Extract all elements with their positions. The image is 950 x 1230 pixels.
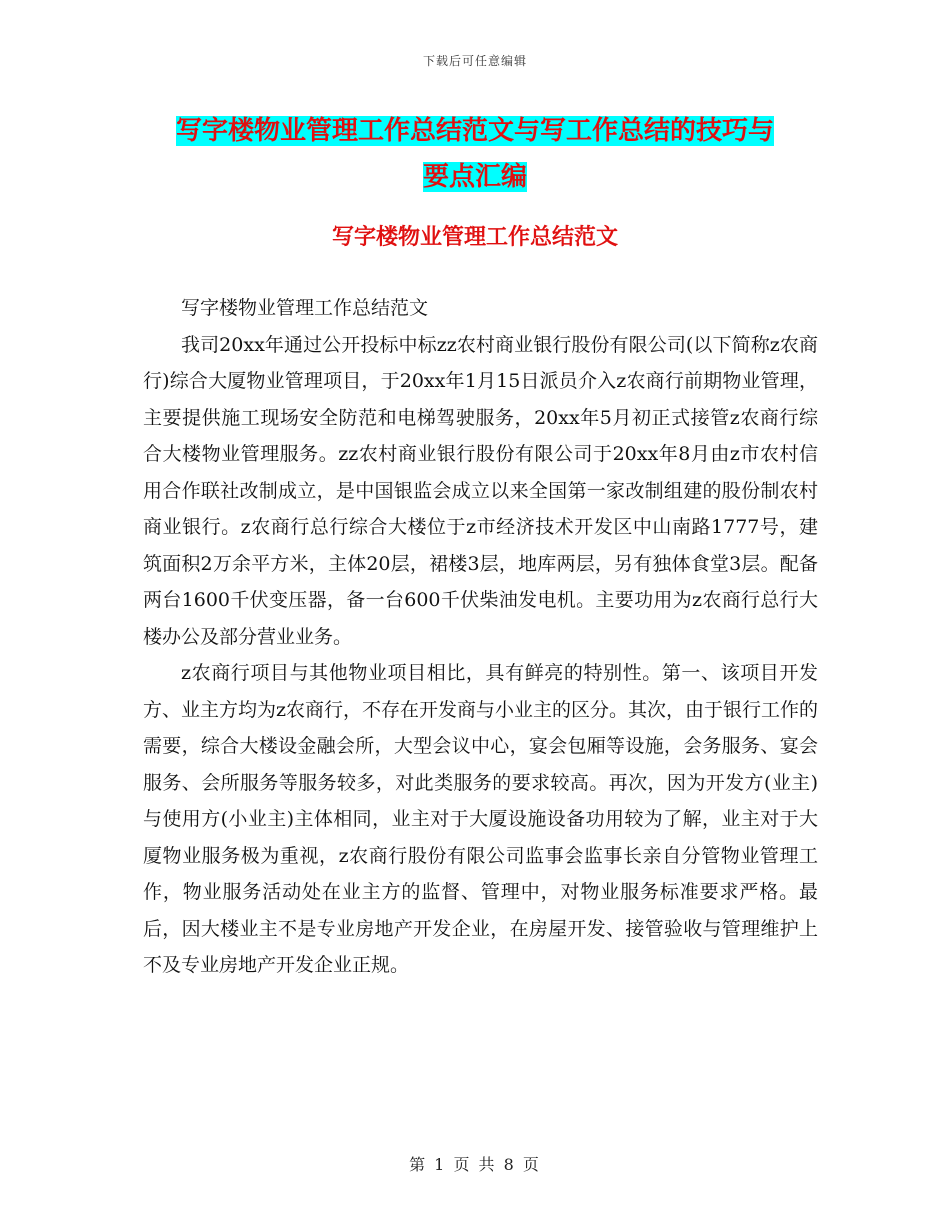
body-paragraph: z农商行项目与其他物业项目相比，具有鲜亮的特别性。第一、该项目开发方、业主方均为z农商行，不存在开发商与小业主的区分。其次，由于银行工作的需要，综合大楼设金融会所，大型会议中心，宴会包厢等设施，会务服务、宴会服务、会所服务等服务较多，对此类服务的要求较高。再次，因为开发方(业主)与使用方(小业主)主体相同，业主对于大厦设施设备功用较为了解，业主对于大厦物业服务极为重视，z农商行股份有限公司监事会监事长亲自分管物业管理工作，物业服务活动处在业主方的监督、管理中，对物业服务标准要求严格。最后，因大楼业主不是专业房地产开发企业，在房屋开发、接管验收与管理维护上不及专业房地产开发企业正规。 — [143, 662, 819, 976]
body-paragraph: 我司20xx年通过公开投标中标zz农村商业银行股份有限公司(以下简称z农商行)综合大厦物业管理项目，于20xx年1月15日派员介入z农商行前期物业管理，主要提供施工现场安全防范和电梯驾驶服务，20xx年5月初正式接管z农商行综合大楼物业管理服务。zz农村商业银行股份有限公司于20xx年8月由z市农村信用合作联社改制成立，是中国银监会成立以来全国第一家改制组建的股份制农村商业银行。z农商行总行综合大楼位于z市经济技术开发区中山南路1777号，建筑面积2万余平方米，主体20层，裙楼3层，地库两层，另有独体食堂3层。配备两台1600千伏变压器，备一台600千伏柴油发电机。主要功用为z农商行总行大楼办公及部分营业业务。 — [143, 333, 818, 648]
document-body — [143, 290, 818, 984]
section-heading: 写字楼物业管理工作总结范文 — [331, 225, 618, 250]
body-paragraph: 写字楼物业管理工作总结范文 — [181, 297, 429, 319]
document-title-line-1: 写字楼物业管理工作总结范文与写工作总结的技巧与 — [175, 116, 774, 146]
page-header-note: 下载后可任意编辑 — [422, 54, 527, 68]
document-title — [150, 108, 800, 200]
document-title-line-2: 要点汇编 — [422, 162, 527, 192]
page-number-footer: 第 1 页 共 8 页 — [409, 1155, 541, 1174]
